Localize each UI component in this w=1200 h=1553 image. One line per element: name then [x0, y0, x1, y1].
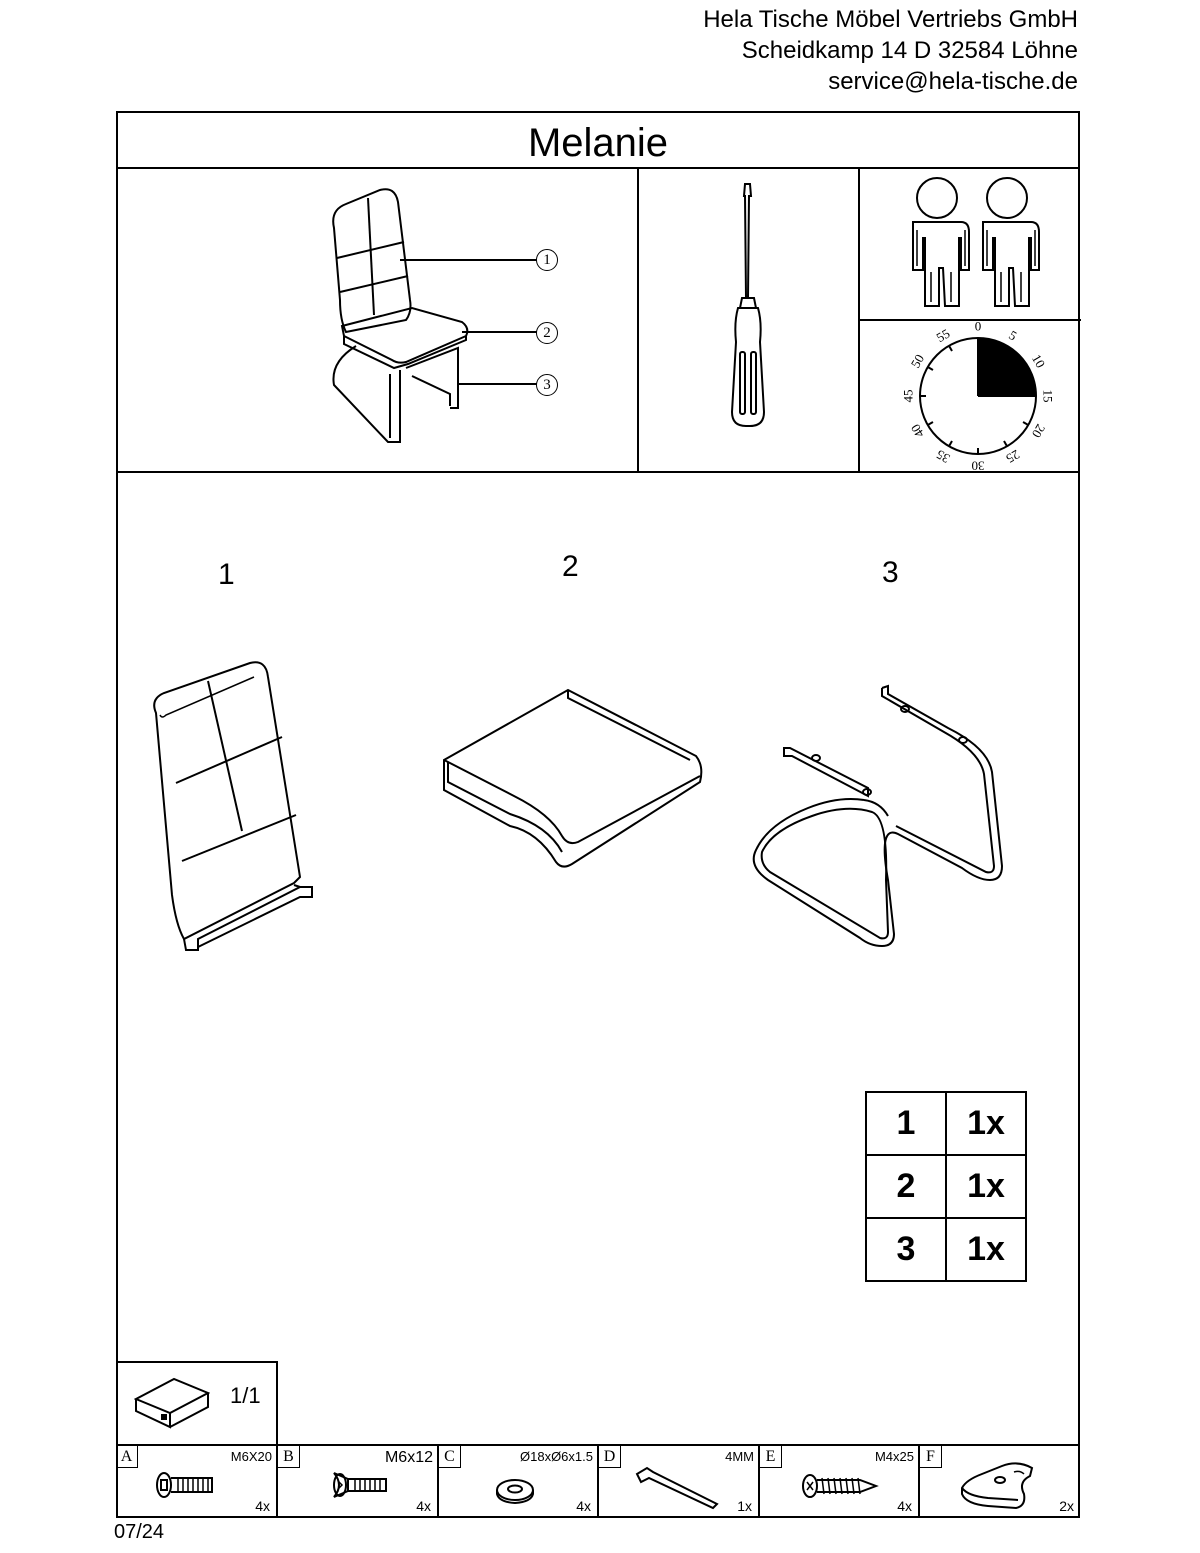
two-persons-icon: [905, 176, 1045, 312]
clock-label: 25: [1003, 446, 1023, 467]
company-header: [703, 4, 1078, 97]
table-row: [866, 1155, 1026, 1218]
clock-label: 40: [907, 421, 928, 441]
hardware-item-f: [920, 1444, 1080, 1518]
part-number-3: 3: [882, 556, 899, 589]
callout-3: 3: [536, 374, 558, 396]
product-title: Melanie: [118, 113, 1078, 169]
countersunk-bolt-icon: [330, 1470, 392, 1500]
clock-tick: [949, 346, 952, 351]
clock-tick: [928, 367, 933, 370]
callout-2: 2: [536, 322, 558, 344]
chair-overview-icon: [320, 180, 570, 450]
hardware-letter: D: [599, 1446, 621, 1468]
clock-tick: [1023, 422, 1028, 425]
hardware-qty: 4x: [576, 1498, 591, 1514]
hardware-item-c: [439, 1444, 599, 1518]
hardware-spec: M6X20: [230, 1449, 272, 1464]
overview-divider: [637, 167, 639, 472]
hardware-letter: A: [116, 1446, 138, 1468]
clock-label: 35: [933, 446, 953, 467]
hardware-letter: F: [920, 1446, 942, 1468]
bolt-icon: [154, 1470, 216, 1500]
hardware-qty: 4x: [897, 1498, 912, 1514]
hardware-item-e: [760, 1444, 920, 1518]
clock-tick: [949, 441, 952, 446]
clock-label: 30: [971, 458, 985, 474]
qty-count-cell: 1x: [946, 1155, 1026, 1218]
frame-icon: [748, 684, 1014, 954]
hardware-qty: 4x: [255, 1498, 270, 1514]
qty-part-cell: 3: [866, 1218, 946, 1281]
allen-key-icon: [633, 1458, 723, 1512]
hardware-spec: M4x25: [874, 1449, 914, 1464]
clock-tick: [928, 422, 933, 425]
part-number-2: 2: [562, 550, 579, 583]
box-count-label: 1/1: [230, 1383, 261, 1408]
quantity-table: [865, 1091, 1027, 1282]
clock-label: 15: [1040, 389, 1056, 403]
qty-part-cell: 2: [866, 1155, 946, 1218]
company-name: Hela Tische Möbel Vertriebs GmbH: [703, 6, 1078, 33]
hardware-item-a: [116, 1444, 278, 1518]
hardware-qty: 4x: [416, 1498, 431, 1514]
hardware-letter: C: [439, 1446, 461, 1468]
hardware-qty: 2x: [1059, 1498, 1074, 1514]
hardware-spec: Ø18xØ6x1.5: [520, 1449, 593, 1464]
qty-count-cell: 1x: [946, 1218, 1026, 1281]
clock-icon: [890, 316, 1070, 476]
clock-label: 5: [1006, 327, 1020, 344]
revision-date: 07/24: [114, 1521, 165, 1543]
wood-screw-icon: [800, 1472, 880, 1500]
screwdriver-icon: [720, 182, 780, 432]
backrest-icon: [150, 655, 320, 960]
hardware-letter: B: [278, 1446, 300, 1468]
box-icon: [134, 1371, 210, 1429]
company-email: service@hela-tische.de: [828, 68, 1078, 95]
hardware-qty: 1x: [737, 1498, 752, 1514]
clock-tick: [1004, 441, 1007, 446]
hardware-letter: E: [760, 1446, 782, 1468]
hardware-spec: 4MM: [725, 1449, 754, 1464]
box-count-cell: [116, 1361, 278, 1446]
clock-label: 20: [1028, 421, 1049, 441]
hardware-item-d: [599, 1444, 760, 1518]
clock-label: 0: [974, 318, 982, 334]
qty-count-cell: 1x: [946, 1092, 1026, 1155]
company-address: Scheidkamp 14 D 32584 Löhne: [741, 37, 1078, 64]
floor-glide-icon: [958, 1458, 1040, 1512]
clock-label: 45: [900, 389, 916, 403]
hardware-spec: M6x12: [384, 1449, 433, 1466]
callout-1: 1: [536, 249, 558, 271]
clock-label: 10: [1028, 351, 1049, 371]
table-row: [866, 1092, 1026, 1155]
clock-label: 50: [907, 351, 928, 371]
part-number-1: 1: [218, 558, 235, 591]
washer-icon: [493, 1476, 537, 1506]
qty-part-cell: 1: [866, 1092, 946, 1155]
hardware-row: [116, 1444, 1080, 1518]
seat-icon: [438, 686, 710, 870]
clock-label: 55: [933, 325, 953, 346]
hardware-item-b: [278, 1444, 439, 1518]
table-row: [866, 1218, 1026, 1281]
